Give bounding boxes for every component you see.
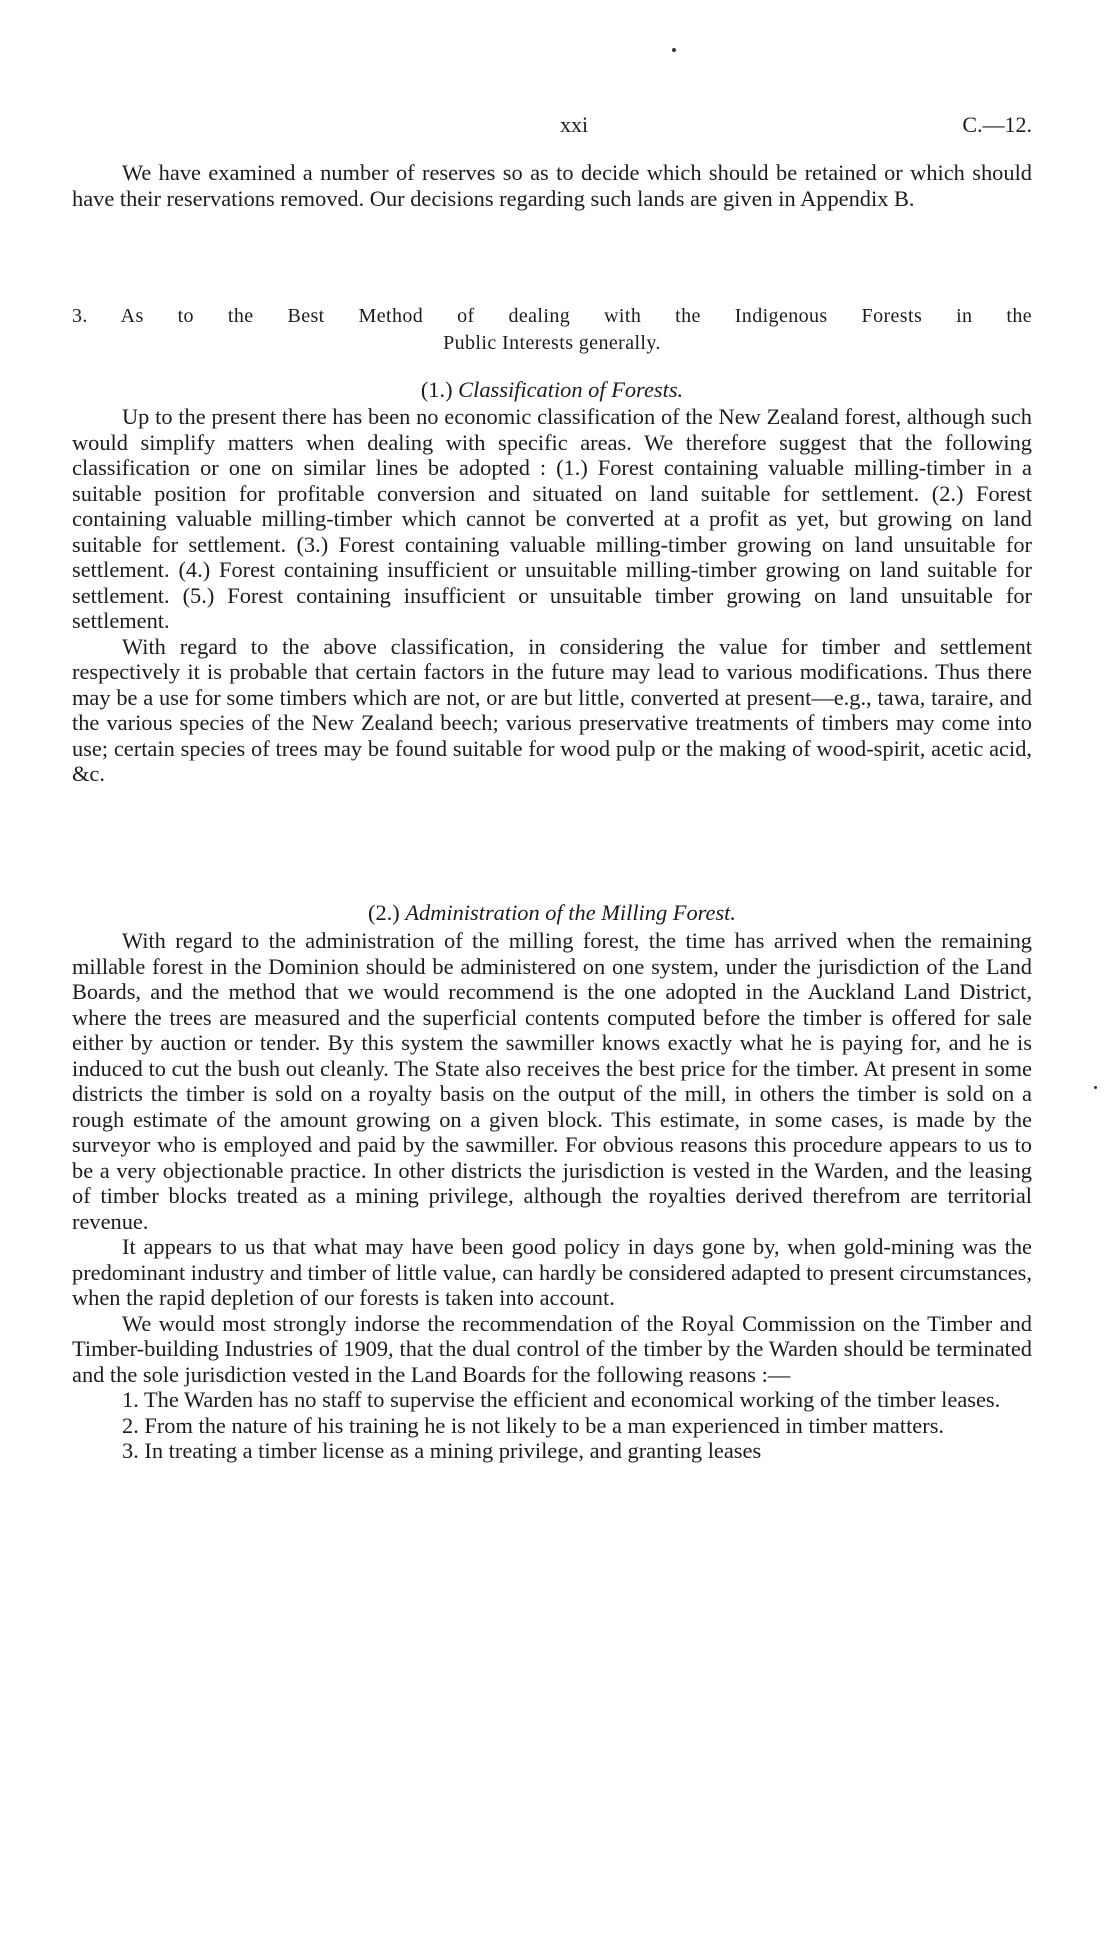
scan-speck <box>1094 1086 1097 1089</box>
page-number: xxi <box>560 112 589 137</box>
classification-title: Classification of Forests. <box>458 377 684 402</box>
reason-1: 1. The Warden has no staff to supervise the efficient and economical working of the timber leases. <box>122 1387 1001 1412</box>
classification-number: (1.) <box>420 377 453 402</box>
administration-block <box>72 928 1032 1464</box>
classification-block <box>72 404 1032 787</box>
administration-paragraph-3: We would most strongly indorse the recommendation of the Royal Commission on the Timber and Timber-building Industries of 1909, that the dual control of the timber by the Warden should be terminated and the sole jurisdiction vested in the Land Boards for the following reasons :— <box>72 1310 1032 1387</box>
classification-paragraph-1: Up to the present there has been no economic classification of the New Zealand forest, although such would simplify matters when dealing with specific areas. We therefore suggest that the following classification or one on similar lines be adopted : (1.) Forest containing valuable milling-timber in a suitable position for profitable conversion and situated on land suitable for settlement. (2.) Forest containing valuable milling-timber which cannot be converted at a profit as yet, but growing on land suitable for settlement. (3.) Forest containing valuable milling-timber growing on land unsuitable for settlement. (4.) Forest containing insufficient or unsuitable milling-timber growing on land suitable for settlement. (5.) Forest containing insufficient or unsuitable timber growing on land unsuitable for settlement. <box>72 404 1032 633</box>
intro-paragraph: We have examined a number of reserves so as to decide which should be retained or which should have their reservations removed. Our decisions regarding such lands are given in Appendix B. <box>72 160 1032 211</box>
section-heading <box>72 303 1032 357</box>
classification-heading <box>72 377 1032 403</box>
intro-block <box>72 160 1032 211</box>
administration-paragraph-1: With regard to the administration of the milling forest, the time has arrived when the remaining millable forest in the Dominion should be administered on one system, under the jurisdiction of the Land Boards, and the method that we would recommend is the one adopted in the Auckland Land District, where the trees are measured and the superficial contents computed before the timber is offered for sale either by auction or tender. By this system the sawmiller knows exactly what he is paying for, and he is induced to cut the bush out cleanly. The State also receives the best price for the timber. At present in some districts the timber is sold on a royalty basis on the output of the mill, in others the timber is sold on a rough estimate of the amount growing on a given block. This estimate, in some cases, is made by the surveyor who is employed and paid by the sawmiller. For obvious reasons this procedure appears to us to be a very objectionable practice. In other districts the jurisdiction is vested in the Warden, and the leasing of timber blocks treated as a mining privilege, although the royalties derived therefrom are territorial revenue. <box>72 928 1032 1234</box>
administration-paragraph-2: It appears to us that what may have been good policy in days gone by, when gold-mining was the predominant industry and timber of little value, can hardly be considered adapted to present circumstances, when the rapid depletion of our forests is taken into account. <box>72 1234 1032 1310</box>
document-reference: C.—12. <box>962 112 1032 137</box>
page-header <box>72 112 1032 142</box>
administration-number: (2.) <box>368 900 400 925</box>
reason-2: 2. From the nature of his training he is not likely to be a man experienced in timber matters. <box>122 1412 945 1438</box>
section-heading-line-1: 3. As to the Best Method of dealing with the Indigenous Forests in the <box>72 305 1032 327</box>
scan-speck <box>672 48 676 52</box>
section-heading-line-2: Public Interests generally. <box>443 332 661 354</box>
classification-paragraph-2: With regard to the above classification, in considering the value for timber and settlement respectively it is probable that certain factors in the future may lead to various modifications. Thus there may be a use for some timbers which are not, or are but little, converted at present—e.g., tawa, taraire, and the various species of the New Zealand beech; various preservative treatments of timbers may come into use; certain species of trees may be found suitable for wood pulp or the making of wood-spirit, acetic acid, &c. <box>72 633 1032 786</box>
administration-heading <box>72 900 1032 926</box>
administration-title: Administration of the Milling Forest. <box>405 900 736 925</box>
reason-3: 3. In treating a timber license as a mining privilege, and granting leases <box>122 1438 762 1463</box>
